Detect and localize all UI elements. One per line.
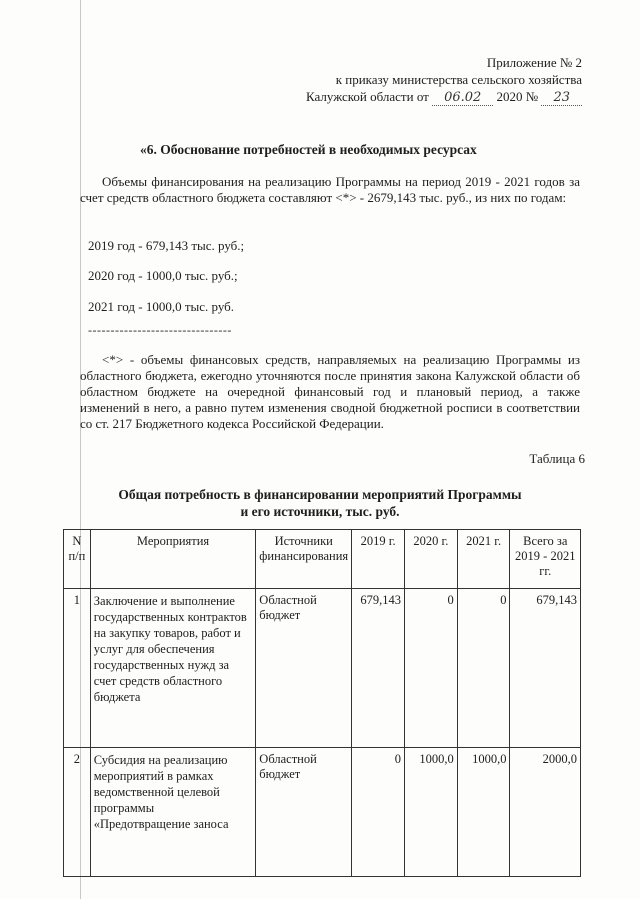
year-line-2021: 2021 год - 1000,0 тыс. руб. xyxy=(88,299,235,314)
financing-table xyxy=(63,529,581,877)
row-measure: Заключение и выполнение государственных контрактов на закупку товаров, работ и услуг для обеспечения государственных нужд за счет средств областного бюджета xyxy=(90,589,256,748)
header-2019: 2019 г. xyxy=(352,530,405,589)
appendix-line-2: к приказу министерства сельского хозяйства xyxy=(335,72,582,87)
table-row xyxy=(64,748,581,877)
footnote-paragraph: <*> - объемы финансовых средств, направляемых на реализацию Программы из областного бюджета, ежегодно уточняются после принятия закона Калужской области об областном бюджете на очередной финансовый год и плановый период, а также изменений в него, а равно путем изменения сводной бюджетной росписи в соответствии со ст. 217 Бюджетного кодекса Российской Федерации. xyxy=(80,352,580,431)
header-total: Всего за 2019 - 2021 гг. xyxy=(510,530,581,589)
table-row xyxy=(64,589,581,748)
header-2020: 2020 г. xyxy=(405,530,458,589)
row-value-2020: 1000,0 xyxy=(405,748,458,877)
appendix-year: 2020 xyxy=(496,89,523,104)
appendix-line-3-prefix: Калужской области от xyxy=(306,89,429,104)
row-value-2021: 1000,0 xyxy=(457,748,510,877)
table-header-row xyxy=(64,530,581,589)
handwritten-date: 06.02 xyxy=(432,90,493,106)
row-value-2020: 0 xyxy=(405,589,458,748)
financing-paragraph: Объемы финансирования на реализацию Программы на период 2019 - 2021 годов за счет средств областного бюджета составляют <*> - 2679,143 тыс. руб., из них по годам: xyxy=(80,174,580,205)
row-value-2019: 679,143 xyxy=(352,589,405,748)
row-value-2019: 0 xyxy=(352,748,405,877)
header-number: N п/п xyxy=(64,530,91,589)
appendix-line-1: Приложение № 2 xyxy=(486,55,582,70)
table-label: Таблица 6 xyxy=(529,451,585,466)
appendix-header xyxy=(306,54,582,106)
row-number: 1 xyxy=(64,589,91,748)
section-title: «6. Обоснование потребностей в необходимых ресурсах xyxy=(140,142,477,157)
handwritten-number: 23 xyxy=(541,90,582,106)
header-measures: Мероприятия xyxy=(90,530,256,589)
year-line-2020: 2020 год - 1000,0 тыс. руб.; xyxy=(88,268,238,283)
appendix-line-3 xyxy=(306,88,582,106)
row-source: Областной бюджет xyxy=(256,589,352,748)
header-2021: 2021 г. xyxy=(457,530,510,589)
number-sign: № xyxy=(525,89,539,104)
table-title-line-1: Общая потребность в финансировании мероприятий Программы xyxy=(118,487,522,502)
row-measure: Субсидия на реализацию мероприятий в рамках ведомственной целевой программы «Предотвращение заноса xyxy=(90,748,256,877)
table-title xyxy=(0,486,640,520)
row-total: 679,143 xyxy=(510,589,581,748)
row-total: 2000,0 xyxy=(510,748,581,877)
table-title-line-2: и его источники, тыс. руб. xyxy=(240,504,400,519)
row-source: Областной бюджет xyxy=(256,748,352,877)
row-number: 2 xyxy=(64,748,91,877)
footnote-separator: -------------------------------- xyxy=(88,323,232,337)
row-value-2021: 0 xyxy=(457,589,510,748)
year-line-2019: 2019 год - 679,143 тыс. руб.; xyxy=(88,238,245,253)
header-sources: Источники финансирования xyxy=(256,530,352,589)
